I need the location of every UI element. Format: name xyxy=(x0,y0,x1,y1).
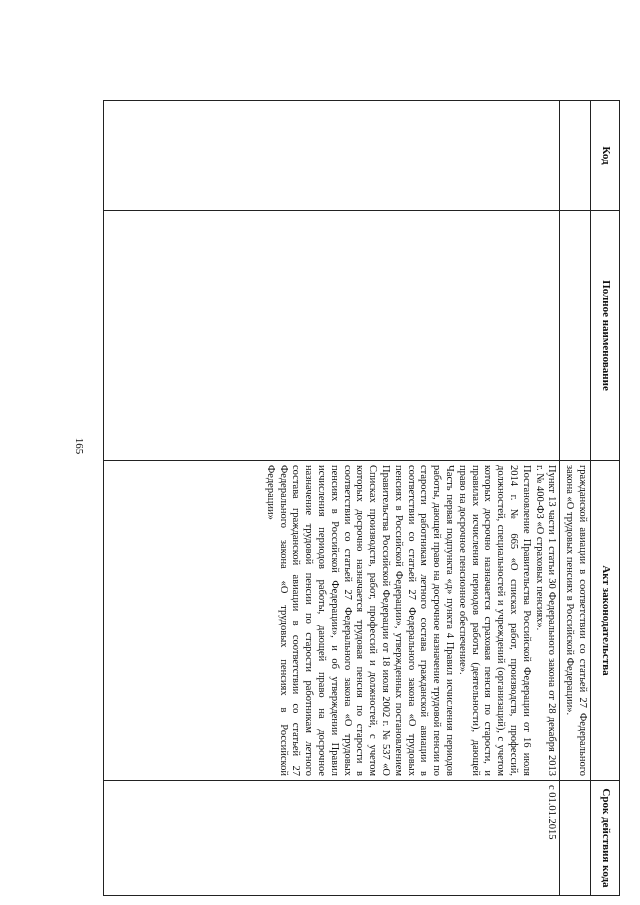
act-paragraph: гражданской авиации в соответствии со статьей 27 Федерального закона «О трудовых пенсиях в Российской Федерации». xyxy=(564,465,588,776)
cell-full-name xyxy=(560,211,591,461)
cell-code xyxy=(104,101,560,211)
cell-legislation-act xyxy=(560,461,591,781)
header-full-name: Полное наименование xyxy=(591,211,620,461)
act-paragraph: Пункт 13 части 1 статьи 30 Федерального закона от 28 декабря 2013 г. № 400-ФЗ «О страховых пенсиях». xyxy=(533,465,558,776)
table-header-row xyxy=(591,101,620,896)
act-paragraph: Часть первая подпункта «д» пункта 4 Правил исчисления периодов работы, дающей право на досрочное назначение трудовой пенсии по старости работникам летного состава гражданской авиации в соответствии со статьей 27 Федерального закона «О трудовых пенсиях в Российской Федерации», утвержденных постановлением Правительства Российской Федерации от 18 июля 2002 г. № 537 «О Списках производств, работ, профессий и должностей, с учетом которых досрочно назначается трудовая пенсия по старости в соответствии со статьей 27 Федерального закона «О трудовых пенсиях в Российской Федерации», и об утверждении Правил исчисления периодов работы, дающей право на досрочное назначение трудовой пенсии по старости работникам летного состава гражданской авиации в соответствии со статьей 27 Федерального закона «О трудовых пенсиях в Российской Федерации» xyxy=(264,465,456,776)
table-row xyxy=(560,101,591,896)
table-row xyxy=(104,101,560,896)
page-number: 165 xyxy=(73,437,85,455)
cell-code-validity xyxy=(560,781,591,896)
cell-legislation-act xyxy=(104,461,560,781)
header-code: Код xyxy=(591,101,620,211)
header-legislation-act: Акт законодательства xyxy=(591,461,620,781)
rotated-page-content xyxy=(103,100,620,895)
cell-code xyxy=(560,101,591,211)
act-paragraph: Постановление Правительства Российской Федерации от 16 июля 2014 г. № 665 «О списках работ, производств, профессий, должностей, специальностей и учреждений (организаций), с учетом которых досрочно назначается страховая пенсия по старости, и правилах исчисления периодов работы (деятельности), дающей право на досрочное пенсионное обеспечение». xyxy=(456,465,532,776)
cell-code-validity: с 01.01.2015 xyxy=(104,781,560,896)
cell-full-name xyxy=(104,211,560,461)
header-code-validity: Срок действия кода xyxy=(591,781,620,896)
legislation-table xyxy=(103,100,620,896)
